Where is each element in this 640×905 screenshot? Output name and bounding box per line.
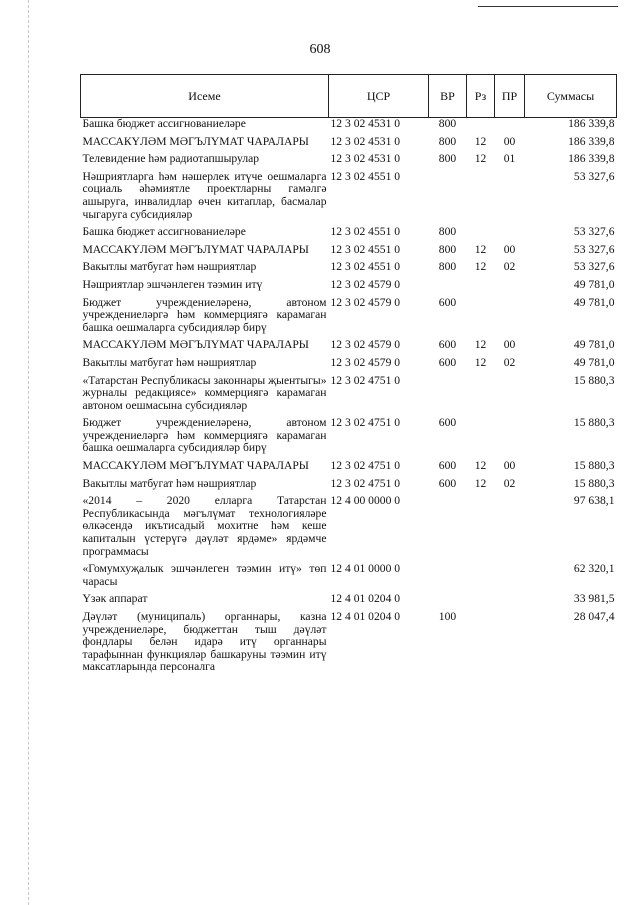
table-row [81, 136, 617, 154]
table-row [81, 226, 617, 244]
row-name: Телевидение һәм радиотапшырулар [82, 152, 260, 166]
row-pr: 00 [503, 338, 516, 352]
row-csr: 12 3 02 4579 0 [330, 277, 401, 291]
row-name: Бюджет учреждениеләренә, автоном учреждениеләргә һәм коммерциягә карамаган башка оешмаларга субсидияләр бирү [82, 416, 327, 455]
row-vr: 600 [438, 338, 457, 352]
row-pr: 02 [503, 260, 516, 274]
row-rz: 12 [474, 134, 487, 148]
row-pr [495, 593, 525, 611]
row-csr: 12 3 02 4531 0 [330, 117, 401, 130]
row-rz: 12 [474, 476, 487, 490]
table-row [81, 460, 617, 478]
row-csr: 12 3 02 4551 0 [330, 242, 401, 256]
row-vr: 800 [438, 117, 457, 130]
row-sum: 62 320,1 [573, 562, 615, 576]
row-rz [467, 297, 495, 340]
row-name: Вакытлы матбугат һәм нәшриятлар [82, 355, 257, 369]
row-sum: 186 339,8 [568, 152, 615, 166]
binding-margin-line [28, 0, 29, 905]
row-rz [467, 118, 495, 136]
row-rz [467, 563, 495, 593]
row-sum: 49 781,0 [573, 277, 615, 291]
row-vr: 800 [438, 242, 457, 256]
row-vr [429, 375, 467, 418]
row-sum: 186 339,8 [568, 117, 615, 130]
row-sum: 97 638,1 [573, 494, 615, 508]
row-csr: 12 3 02 4579 0 [330, 355, 401, 369]
table-row [81, 171, 617, 226]
row-rz: 12 [474, 355, 487, 369]
row-name: МАССАКҮЛӘМ МӘГЪЛҮМАТ ЧАРАЛАРЫ [82, 338, 309, 352]
row-csr: 12 4 01 0000 0 [330, 562, 401, 576]
row-rz [467, 226, 495, 244]
row-name: Вакытлы матбугат һәм нәшриятлар [82, 260, 257, 274]
row-name: МАССАКҮЛӘМ МӘГЪЛҮМАТ ЧАРАЛАРЫ [82, 242, 309, 256]
row-vr: 800 [438, 225, 457, 239]
row-name: «Татарстан Республикасы законнары җыентыгы» журналы редакциясе» коммерциягә карамаган автоном оешмасына субсидияләр [82, 373, 327, 412]
row-pr [495, 417, 525, 460]
row-rz [467, 593, 495, 611]
row-sum: 15 880,3 [573, 416, 615, 430]
row-csr: 12 3 02 4531 0 [330, 152, 401, 166]
header-name: Исеме [81, 75, 329, 118]
table-row [81, 118, 617, 136]
table-row [81, 339, 617, 357]
row-name: Бюджет учреждениеләренә, автоном учреждениеләргә һәм коммерциягә карамаган башка оешмаларга субсидияләр бирү [82, 295, 327, 334]
header-rz: Рз [467, 75, 495, 118]
row-name: Башка бюджет ассигнованиеләре [82, 225, 246, 239]
row-vr: 600 [438, 476, 457, 490]
row-pr: 00 [503, 134, 516, 148]
row-pr [495, 375, 525, 418]
row-name: Үзәк аппарат [82, 592, 148, 606]
row-sum: 53 327,6 [573, 169, 615, 183]
row-name: Башка бюджет ассигнованиеләре [82, 117, 246, 130]
row-sum: 33 981,5 [573, 592, 615, 606]
row-csr: 12 3 02 4531 0 [330, 134, 401, 148]
row-sum: 53 327,6 [573, 260, 615, 274]
row-pr [495, 297, 525, 340]
row-pr [495, 495, 525, 563]
header-sum: Суммасы [525, 75, 617, 118]
table-row [81, 244, 617, 262]
row-vr [429, 279, 467, 297]
row-csr: 12 3 02 4551 0 [330, 225, 401, 239]
row-pr: 02 [503, 476, 516, 490]
row-pr: 02 [503, 355, 516, 369]
row-vr: 600 [438, 416, 457, 430]
table-row [81, 153, 617, 171]
row-name: Дәүләт (муниципаль) органнары, казна учреждениеләре, бюджеттан тыш дәүләт фондлары белән идарә итү органнары тарафыннан функцияләр башкаруны тәэмин итү максатларында персоналга [82, 610, 327, 674]
page-number: 608 [309, 42, 331, 57]
row-pr [495, 171, 525, 226]
top-rule [478, 6, 618, 7]
row-name: МАССАКҮЛӘМ МӘГЪЛҮМАТ ЧАРАЛАРЫ [82, 459, 309, 473]
row-csr: 12 3 02 4579 0 [330, 338, 401, 352]
table-row [81, 375, 617, 418]
budget-table [80, 74, 617, 679]
table-body [81, 118, 617, 679]
table-header-row [81, 75, 617, 118]
row-csr: 12 3 02 4751 0 [330, 476, 401, 490]
row-sum: 15 880,3 [573, 459, 615, 473]
row-sum: 53 327,6 [573, 225, 615, 239]
row-rz: 12 [474, 338, 487, 352]
row-rz [467, 279, 495, 297]
row-sum: 15 880,3 [573, 373, 615, 387]
row-csr: 12 4 01 0204 0 [330, 592, 401, 606]
row-rz: 12 [474, 260, 487, 274]
row-pr [495, 611, 525, 679]
row-vr: 800 [438, 134, 457, 148]
row-pr: 00 [503, 242, 516, 256]
header-csr: ЦСР [329, 75, 429, 118]
row-name: Нәшриятлар эшчәнлеген тәэмин итү [82, 277, 263, 291]
row-pr [495, 226, 525, 244]
row-vr [429, 563, 467, 593]
row-csr: 12 3 02 4551 0 [330, 260, 401, 274]
row-rz [467, 171, 495, 226]
row-rz: 12 [474, 152, 487, 166]
row-name: Нәшриятларга һәм нәшерлек итүче оешмаларга социаль әһәмиятле проектларны гамәлгә ашыруга, инвалидлар өчен китаплар, басмалар чыгаруга субсидияләр [82, 169, 327, 221]
row-pr: 00 [503, 459, 516, 473]
row-sum: 49 781,0 [573, 355, 615, 369]
row-rz [467, 417, 495, 460]
row-name: МАССАКҮЛӘМ МӘГЪЛҮМАТ ЧАРАЛАРЫ [82, 134, 309, 148]
row-vr: 600 [438, 459, 457, 473]
row-rz [467, 611, 495, 679]
table-row [81, 495, 617, 563]
row-csr: 12 3 02 4551 0 [330, 169, 401, 183]
row-vr: 600 [438, 295, 457, 309]
row-rz: 12 [474, 459, 487, 473]
row-vr: 800 [438, 152, 457, 166]
row-sum: 49 781,0 [573, 338, 615, 352]
row-csr: 12 3 02 4751 0 [330, 416, 401, 430]
row-name: «Гомумхуҗалык эшчәнлеген тәэмин итү» төп чарасы [82, 562, 327, 588]
header-vr: ВР [429, 75, 467, 118]
header-pr: ПР [495, 75, 525, 118]
row-pr [495, 118, 525, 136]
row-csr: 12 3 02 4751 0 [330, 459, 401, 473]
row-vr: 600 [438, 355, 457, 369]
row-rz: 12 [474, 242, 487, 256]
row-pr: 01 [503, 152, 516, 166]
row-name: Вакытлы матбугат һәм нәшриятлар [82, 476, 257, 490]
table-row [81, 611, 617, 679]
row-vr: 800 [438, 260, 457, 274]
row-vr [429, 593, 467, 611]
row-csr: 12 3 02 4751 0 [330, 373, 401, 387]
row-csr: 12 4 00 0000 0 [330, 494, 401, 508]
row-sum: 15 880,3 [573, 476, 615, 490]
table-row [81, 593, 617, 611]
row-vr: 100 [438, 610, 457, 623]
table-row [81, 261, 617, 279]
table-row [81, 357, 617, 375]
row-name: «2014 – 2020 елларга Татарстан Республикасында мәгълүмат технологияләре өлкәсендә икътисадый мохитне һәм кеше капиталын үстерүгә дәүләт ярдәме» ярдәмче программасы [82, 494, 327, 558]
row-pr [495, 563, 525, 593]
table-row [81, 279, 617, 297]
table-row [81, 563, 617, 593]
row-csr: 12 3 02 4579 0 [330, 295, 401, 309]
table-row [81, 417, 617, 460]
row-rz [467, 375, 495, 418]
row-pr [495, 279, 525, 297]
row-sum: 28 047,4 [573, 610, 615, 623]
row-sum: 49 781,0 [573, 295, 615, 309]
row-csr: 12 4 01 0204 0 [330, 610, 401, 623]
row-sum: 53 327,6 [573, 242, 615, 256]
row-vr [429, 495, 467, 563]
table-row [81, 478, 617, 496]
row-sum: 186 339,8 [568, 134, 615, 148]
table-row [81, 297, 617, 340]
row-rz [467, 495, 495, 563]
row-vr [429, 171, 467, 226]
